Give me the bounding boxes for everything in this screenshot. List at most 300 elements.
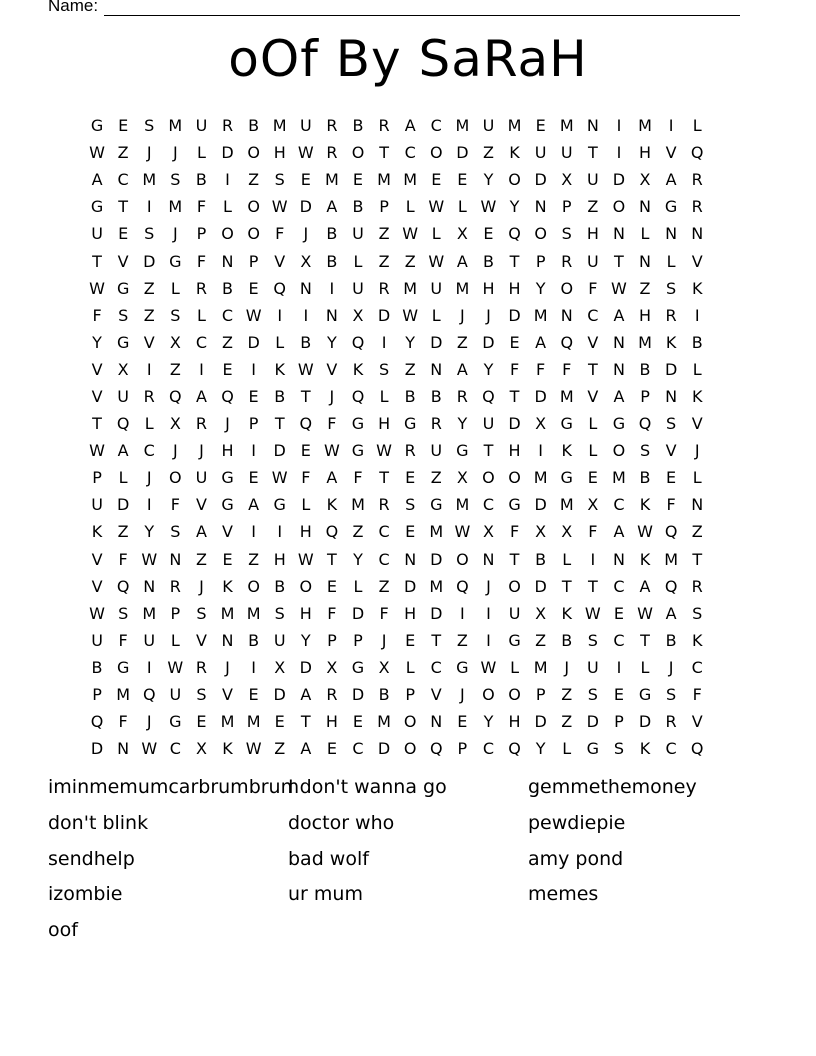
grid-letter: C	[430, 657, 442, 677]
grid-letter: M	[533, 657, 548, 677]
grid-letter: S	[405, 495, 416, 515]
grid-letter: B	[248, 630, 260, 650]
grid-letter: N	[143, 576, 156, 596]
grid-letter: E	[300, 170, 311, 190]
grid-letter: R	[378, 116, 390, 136]
grid-letter: S	[666, 278, 677, 298]
grid-letter: B	[352, 116, 364, 136]
grid-letter: E	[535, 116, 546, 136]
word-list	[48, 776, 768, 955]
grid-letter: A	[117, 441, 129, 461]
grid-letter: G	[664, 197, 678, 217]
grid-letter: E	[300, 441, 311, 461]
grid-letter: N	[221, 251, 234, 271]
grid-letter: T	[509, 549, 520, 569]
grid-letter: W	[89, 278, 105, 298]
grid-letter: G	[116, 332, 130, 352]
grid-letter: D	[299, 197, 312, 217]
grid-letter: L	[640, 224, 650, 244]
grid-letter: Y	[353, 549, 363, 569]
grid-letter: O	[612, 441, 626, 461]
grid-letter: F	[92, 305, 102, 325]
grid-letter: D	[534, 495, 547, 515]
grid-letter: Q	[482, 386, 495, 406]
grid-letter: V	[274, 251, 286, 271]
grid-letter: D	[143, 251, 156, 271]
grid-letter: T	[640, 630, 650, 650]
grid-letter: G	[221, 495, 234, 515]
grid-letter: E	[118, 224, 129, 244]
grid-letter: A	[326, 197, 338, 217]
grid-letter: O	[560, 278, 574, 298]
grid-letter: F	[562, 359, 572, 379]
grid-letter: Z	[691, 522, 703, 542]
grid-letter: P	[248, 251, 259, 271]
grid-letter: B	[326, 224, 338, 244]
grid-letter: L	[405, 657, 415, 677]
grid-letter: V	[91, 359, 103, 379]
grid-letter: J	[172, 143, 178, 163]
grid-letter: V	[143, 332, 155, 352]
grid-letter: X	[378, 657, 390, 677]
grid-letter: B	[430, 386, 442, 406]
grid-letter: G	[116, 278, 130, 298]
grid-letter: C	[613, 630, 625, 650]
grid-letter: A	[613, 305, 625, 325]
grid-letter: B	[222, 278, 233, 298]
grid-letter: K	[222, 576, 233, 596]
grid-letter: D	[377, 305, 391, 325]
grid-letter: Q	[456, 576, 469, 596]
grid-letter: X	[561, 170, 573, 190]
grid-letter: L	[170, 630, 180, 650]
grid-letter: A	[404, 116, 416, 136]
grid-letter: D	[612, 170, 626, 190]
grid-letter: M	[220, 712, 235, 732]
grid-letter: A	[613, 522, 625, 542]
grid-letter: D	[404, 576, 417, 596]
grid-letter: O	[247, 224, 260, 244]
grid-letter: L	[692, 116, 702, 136]
grid-letter: M	[612, 468, 626, 488]
grid-letter: R	[691, 170, 703, 190]
grid-letter: C	[482, 495, 495, 515]
grid-letter: D	[299, 657, 312, 677]
grid-letter: O	[456, 549, 469, 569]
grid-letter: U	[508, 603, 521, 623]
grid-letter: W	[402, 224, 419, 244]
grid-letter: D	[534, 386, 547, 406]
grid-letter: V	[430, 685, 442, 705]
grid-letter: E	[666, 468, 677, 488]
name-blank-line	[104, 0, 740, 16]
grid-letter: K	[352, 359, 364, 379]
grid-letter: L	[301, 495, 311, 515]
grid-letter: B	[691, 332, 703, 352]
grid-letter: G	[586, 739, 600, 759]
grid-letter: R	[169, 576, 181, 596]
grid-letter: I	[146, 495, 152, 515]
grid-letter: Z	[143, 305, 155, 325]
grid-letter: T	[483, 441, 494, 461]
grid-letter: I	[277, 305, 283, 325]
grid-letter: E	[352, 712, 364, 732]
grid-letter: E	[587, 468, 598, 488]
grid-letter: W	[89, 603, 105, 623]
grid-letter: X	[169, 332, 181, 352]
grid-letter: M	[559, 386, 574, 406]
grid-letter: A	[195, 386, 207, 406]
grid-letter: S	[666, 685, 677, 705]
name-label: Name:	[48, 0, 99, 15]
grid-letter: J	[146, 468, 152, 488]
grid-letter: F	[118, 630, 128, 650]
grid-letter: T	[379, 468, 389, 488]
grid-letter: K	[639, 549, 651, 569]
grid-letter: F	[275, 224, 285, 244]
grid-letter: S	[170, 522, 181, 542]
grid-letter: V	[91, 549, 103, 569]
grid-letter: Z	[222, 332, 233, 352]
grid-letter: G	[169, 712, 182, 732]
grid-letter: P	[405, 685, 415, 705]
grid-letter: Y	[405, 332, 416, 352]
grid-letter: G	[638, 685, 652, 705]
grid-letter: U	[195, 468, 208, 488]
grid-letter: M	[638, 116, 652, 136]
grid-letter: E	[509, 332, 520, 352]
grid-letter: C	[352, 739, 364, 759]
grid-letter: J	[329, 386, 335, 406]
grid-letter: T	[587, 359, 598, 379]
grid-letter: R	[430, 414, 442, 434]
grid-letter: C	[404, 143, 416, 163]
grid-letter: N	[117, 739, 130, 759]
grid-letter: E	[248, 685, 259, 705]
grid-letter: C	[587, 305, 599, 325]
grid-letter: F	[536, 359, 546, 379]
grid-letter: Y	[327, 332, 337, 352]
grid-letter: N	[665, 386, 678, 406]
grid-letter: R	[378, 278, 390, 298]
grid-letter: E	[405, 522, 416, 542]
grid-letter: G	[351, 441, 365, 461]
grid-letter: M	[142, 170, 157, 190]
grid-letter: L	[588, 441, 598, 461]
grid-letter: L	[692, 359, 702, 379]
grid-letter: V	[222, 522, 233, 542]
grid-letter: S	[144, 116, 155, 136]
grid-letter: N	[612, 359, 625, 379]
grid-letter: C	[378, 549, 390, 569]
grid-letter: T	[92, 251, 102, 271]
grid-letter: H	[482, 278, 495, 298]
grid-letter: F	[327, 603, 337, 623]
grid-letter: W	[637, 522, 653, 542]
grid-letter: Y	[300, 630, 311, 650]
grid-letter: E	[248, 386, 259, 406]
grid-letter: I	[590, 549, 596, 569]
grid-letter: X	[352, 305, 364, 325]
grid-letter: Z	[117, 522, 129, 542]
grid-letter: Z	[378, 576, 390, 596]
grid-letter: A	[456, 359, 468, 379]
grid-letter: N	[612, 224, 625, 244]
grid-letter: N	[430, 712, 443, 732]
grid-letter: O	[247, 576, 260, 596]
grid-letter: G	[169, 251, 182, 271]
grid-letter: A	[613, 386, 625, 406]
grid-letter: V	[326, 359, 338, 379]
grid-letter: L	[118, 468, 128, 488]
grid-letter: O	[508, 468, 521, 488]
grid-letter: B	[91, 657, 103, 677]
grid-letter: M	[403, 170, 418, 190]
grid-letter: A	[91, 170, 103, 190]
grid-letter: M	[116, 685, 131, 705]
grid-letter: N	[612, 549, 625, 569]
grid-letter: Z	[169, 359, 181, 379]
grid-letter: C	[430, 116, 442, 136]
grid-letter: F	[666, 495, 676, 515]
grid-letter: R	[195, 414, 207, 434]
grid-letter: D	[430, 332, 443, 352]
grid-letter: J	[199, 441, 204, 461]
grid-letter: D	[273, 441, 286, 461]
grid-letter: T	[274, 414, 285, 434]
grid-letter: E	[274, 712, 285, 732]
grid-letter: H	[639, 143, 652, 163]
page-title: oOf By SaRaH	[228, 30, 588, 88]
grid-letter: T	[587, 576, 598, 596]
grid-letter: C	[482, 739, 495, 759]
grid-letter: G	[351, 657, 365, 677]
grid-letter: L	[431, 305, 441, 325]
grid-letter: Q	[142, 685, 156, 705]
grid-letter: Q	[351, 386, 365, 406]
grid-letter: S	[613, 739, 624, 759]
grid-letter: R	[195, 657, 207, 677]
grid-letter: W	[297, 359, 314, 379]
grid-letter: L	[640, 657, 650, 677]
grid-letter: N	[534, 197, 547, 217]
grid-letter: R	[561, 251, 573, 271]
grid-letter: W	[323, 441, 340, 461]
grid-letter: X	[326, 657, 338, 677]
grid-letter: R	[378, 495, 390, 515]
grid-letter: Q	[560, 332, 574, 352]
grid-letter: V	[691, 251, 703, 271]
grid-letter: J	[486, 576, 491, 596]
grid-letter: Z	[248, 549, 260, 569]
grid-letter: U	[143, 630, 156, 650]
grid-letter: F	[379, 603, 389, 623]
grid-letter: I	[694, 305, 700, 325]
grid-letter: V	[91, 576, 103, 596]
grid-letter: J	[225, 657, 230, 677]
grid-letter: A	[326, 468, 338, 488]
grid-letter: J	[199, 576, 204, 596]
grid-letter: Y	[535, 739, 546, 759]
grid-letter: E	[222, 359, 233, 379]
grid-letter: Q	[116, 414, 130, 434]
grid-letter: M	[403, 278, 418, 298]
grid-letter: U	[352, 224, 364, 244]
grid-letter: M	[377, 170, 391, 190]
grid-letter: A	[248, 495, 260, 515]
grid-letter: P	[92, 468, 102, 488]
grid-letter: H	[508, 278, 521, 298]
grid-letter: B	[404, 386, 416, 406]
grid-letter: T	[379, 143, 389, 163]
grid-letter: H	[378, 414, 391, 434]
grid-letter: V	[665, 143, 677, 163]
grid-letter: K	[274, 359, 285, 379]
grid-letter: A	[535, 332, 547, 352]
grid-letter: X	[195, 739, 207, 759]
grid-letter: Q	[664, 576, 678, 596]
grid-letter: T	[431, 630, 442, 650]
grid-letter: I	[225, 170, 230, 190]
grid-letter: W	[637, 603, 653, 623]
grid-letter: K	[222, 739, 233, 759]
grid-letter: Q	[664, 522, 678, 542]
grid-letter: O	[299, 576, 313, 596]
grid-letter: U	[117, 386, 129, 406]
grid-letter: L	[666, 251, 676, 271]
grid-letter: C	[169, 739, 181, 759]
grid-letter: T	[509, 386, 520, 406]
grid-letter: S	[274, 170, 285, 190]
grid-letter: L	[431, 224, 441, 244]
grid-letter: O	[612, 197, 626, 217]
grid-letter: V	[587, 332, 599, 352]
grid-letter: Z	[143, 278, 155, 298]
grid-letter: A	[665, 170, 677, 190]
grid-letter: F	[588, 278, 598, 298]
grid-letter: N	[430, 359, 443, 379]
grid-letter: W	[297, 143, 314, 163]
grid-letter: L	[170, 278, 180, 298]
grid-letter: K	[691, 630, 703, 650]
grid-letter: G	[560, 414, 573, 434]
grid-letter: Q	[221, 386, 234, 406]
grid-letter: O	[247, 143, 260, 163]
grid-letter: N	[560, 305, 573, 325]
grid-letter: I	[199, 359, 204, 379]
grid-letter: P	[170, 603, 181, 623]
grid-letter: P	[535, 685, 546, 705]
grid-letter: S	[274, 603, 285, 623]
grid-letter: O	[508, 576, 521, 596]
grid-letter: U	[430, 441, 443, 461]
grid-letter: G	[456, 441, 469, 461]
grid-letter: D	[664, 359, 678, 379]
grid-letter: M	[429, 576, 444, 596]
grid-letter: V	[195, 495, 207, 515]
word-list-item: don't blink	[48, 811, 149, 834]
grid-letter: X	[456, 224, 468, 244]
grid-letter: Z	[430, 468, 442, 488]
grid-letter: T	[614, 251, 624, 271]
grid-letter: Q	[690, 143, 704, 163]
grid-letter: V	[665, 441, 677, 461]
grid-letter: W	[141, 549, 158, 569]
grid-letter: U	[195, 116, 208, 136]
grid-letter: T	[92, 414, 102, 434]
grid-letter: K	[665, 332, 677, 352]
grid-letter: E	[613, 603, 624, 623]
grid-letter: N	[691, 495, 704, 515]
letter-grid	[84, 112, 710, 762]
grid-letter: S	[170, 170, 181, 190]
grid-letter: B	[274, 386, 286, 406]
grid-letter: O	[429, 143, 443, 163]
grid-letter: M	[168, 116, 183, 136]
grid-letter: B	[535, 549, 547, 569]
grid-letter: Y	[457, 414, 468, 434]
grid-letter: B	[639, 359, 651, 379]
grid-letter: L	[588, 414, 598, 434]
grid-letter: R	[326, 116, 338, 136]
grid-letter: Z	[117, 143, 129, 163]
grid-letter: A	[456, 251, 468, 271]
grid-letter: U	[534, 143, 547, 163]
grid-letter: U	[169, 685, 182, 705]
grid-letter: B	[195, 170, 207, 190]
grid-letter: B	[326, 251, 338, 271]
grid-letter: M	[272, 116, 287, 136]
grid-letter: M	[142, 603, 157, 623]
grid-letter: U	[586, 170, 599, 190]
grid-letter: C	[691, 657, 703, 677]
grid-letter: E	[431, 170, 442, 190]
grid-letter: D	[534, 576, 547, 596]
grid-letter: Q	[508, 739, 521, 759]
grid-letter: Q	[299, 414, 313, 434]
grid-letter: W	[141, 739, 158, 759]
grid-letter: W	[611, 278, 627, 298]
grid-letter: K	[91, 522, 103, 542]
grid-letter: L	[379, 386, 389, 406]
grid-letter: I	[251, 441, 256, 461]
grid-letter: E	[613, 685, 624, 705]
grid-letter: T	[118, 197, 129, 217]
grid-letter: N	[221, 630, 234, 650]
grid-letter: M	[533, 468, 548, 488]
grid-letter: J	[694, 441, 700, 461]
grid-letter: Z	[248, 170, 260, 190]
grid-letter: X	[117, 359, 129, 379]
grid-letter: C	[665, 739, 677, 759]
grid-letter: S	[561, 224, 572, 244]
grid-letter: F	[588, 522, 598, 542]
grid-letter: O	[482, 685, 495, 705]
grid-letter: R	[195, 278, 207, 298]
grid-letter: S	[170, 305, 181, 325]
grid-letter: D	[351, 685, 365, 705]
grid-letter: H	[586, 224, 599, 244]
grid-letter: P	[457, 739, 468, 759]
grid-letter: U	[482, 116, 495, 136]
grid-letter: Q	[429, 739, 443, 759]
grid-letter: Z	[378, 251, 390, 271]
grid-letter: B	[482, 251, 494, 271]
grid-letter: E	[196, 712, 207, 732]
grid-letter: M	[507, 116, 522, 136]
grid-letter: H	[299, 603, 312, 623]
grid-letter: G	[116, 657, 130, 677]
